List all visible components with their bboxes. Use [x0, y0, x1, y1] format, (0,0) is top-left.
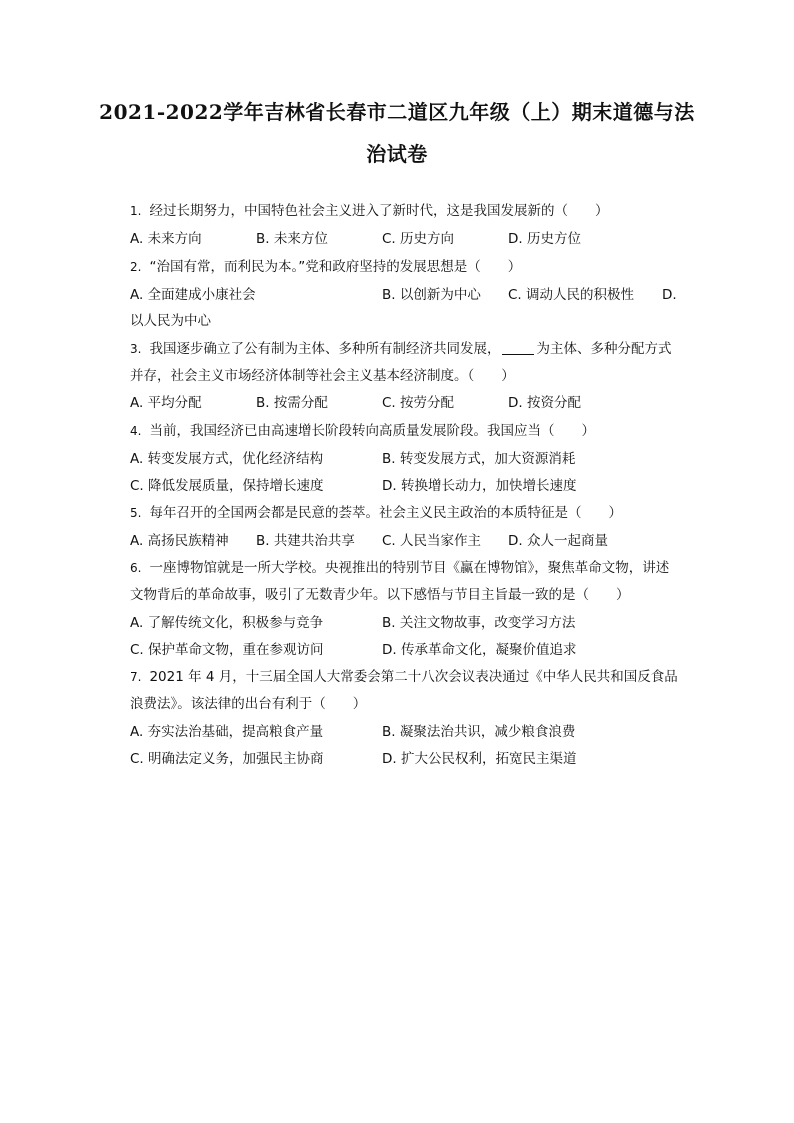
option-c[interactable]: C. 保护革命文物，重在参观访问 [130, 642, 324, 658]
question-6-options-row2 [130, 637, 696, 665]
question-3-options [130, 390, 696, 418]
question-text-continued: 文物背后的革命故事，吸引了无数青少年。以下感悟与节目主旨最一致的是（ ） [130, 587, 630, 603]
option-a[interactable]: A. 未来方向 [130, 231, 202, 247]
option-d[interactable]: D. 众人一起商量 [508, 533, 608, 549]
question-text: 一座博物馆就是一所大学校。央视推出的特别节目《赢在博物馆》，聚焦革命文物，讲述 [149, 560, 670, 576]
option-d[interactable]: D. 扩大公民权利，拓宽民主渠道 [382, 751, 577, 767]
question-number: 7. [130, 670, 142, 684]
question-2-options [130, 282, 696, 310]
option-c[interactable]: C. 人民当家作主 [382, 533, 482, 549]
exam-title-line1: 2021-2022学年吉林省长春市二道区九年级（上）期末道德与法 [99, 100, 695, 124]
option-d[interactable]: D. 传承革命文化，凝聚价值追求 [382, 642, 577, 658]
question-7-options-row2 [130, 746, 696, 774]
question-5-options [130, 528, 696, 556]
question-4-options-row1 [130, 446, 696, 474]
question-number: 2. [130, 260, 142, 274]
option-c[interactable]: C. 降低发展质量，保持增长速度 [130, 478, 324, 494]
option-b[interactable]: B. 凝聚法治共识，减少粮食浪费 [382, 724, 576, 740]
question-4-options-row2 [130, 473, 696, 501]
question-1-options [130, 226, 696, 254]
question-7-line2 [130, 691, 696, 719]
exam-title-line2: 治试卷 [366, 142, 428, 166]
option-d[interactable]: D. 按资分配 [508, 395, 581, 411]
option-b[interactable]: B. 转变发展方式，加大资源消耗 [382, 451, 576, 467]
option-a[interactable]: A. 夯实法治基础，提高粮食产量 [130, 724, 324, 740]
question-1 [130, 198, 696, 226]
option-a[interactable]: A. 平均分配 [130, 395, 202, 411]
option-d[interactable]: D. [662, 287, 677, 303]
option-b[interactable]: B. 共建共治共享 [256, 533, 355, 549]
question-6-options-row1 [130, 610, 696, 638]
question-6-line2 [130, 582, 696, 610]
question-6 [130, 555, 696, 583]
option-a[interactable]: A. 高扬民族精神 [130, 533, 229, 549]
option-a[interactable]: A. 全面建成小康社会 [130, 287, 256, 303]
option-b[interactable]: B. 以创新为中心 [382, 287, 481, 303]
option-c[interactable]: C. 按劳分配 [382, 395, 455, 411]
option-b[interactable]: B. 未来方位 [256, 231, 328, 247]
option-c[interactable]: C. 明确法定义务，加强民主协商 [130, 751, 324, 767]
question-4 [130, 418, 696, 446]
question-number: 1. [130, 204, 142, 218]
option-d[interactable]: D. 转换增长动力，加快增长速度 [382, 478, 577, 494]
option-a[interactable]: A. 了解传统文化，积极参与竞争 [130, 615, 324, 631]
option-b[interactable]: B. 按需分配 [256, 395, 328, 411]
question-text-part-b: 为主体、多种分配方式 [536, 341, 672, 357]
question-text-continued: 并存，社会主义市场经济体制等社会主义基本经济制度。（ ） [130, 368, 515, 384]
question-text: “治国有常，而利民为本。”党和政府坚持的发展思想是（ ） [149, 259, 522, 275]
question-text: 2021 年 4 月，十三届全国人大常委会第二十八次会议表决通过《中华人民共和国反食品 [149, 669, 678, 685]
option-a[interactable]: A. 转变发展方式，优化经济结构 [130, 451, 324, 467]
question-7-options-row1 [130, 719, 696, 747]
question-text: 当前，我国经济已由高速增长阶段转向高质量发展阶段。我国应当（ ） [149, 423, 595, 439]
question-number: 3. [130, 342, 142, 356]
option-d-text[interactable]: 以人民为中心 [130, 313, 211, 329]
question-number: 6. [130, 561, 142, 575]
question-5 [130, 500, 696, 528]
option-c[interactable]: C. 历史方向 [382, 231, 455, 247]
question-2 [130, 254, 696, 282]
option-d[interactable]: D. 历史方位 [508, 231, 581, 247]
option-b[interactable]: B. 关注文物故事，改变学习方法 [382, 615, 576, 631]
question-7 [130, 664, 696, 692]
question-text-part-a: 我国逐步确立了公有制为主体、多种所有制经济共同发展， [149, 341, 501, 357]
question-3 [130, 336, 696, 364]
answer-blank [502, 340, 534, 355]
question-text-continued: 浪费法》。该法律的出台有利于（ ） [130, 696, 367, 712]
question-text: 每年召开的全国两会都是民意的荟萃。社会主义民主政治的本质特征是（ ） [149, 505, 622, 521]
question-2-options-wrap [130, 308, 696, 336]
question-3-line2 [130, 363, 696, 391]
question-text: 经过长期努力，中国特色社会主义进入了新时代，这是我国发展新的（ ） [149, 203, 609, 219]
question-number: 4. [130, 424, 142, 438]
question-number: 5. [130, 506, 142, 520]
option-c[interactable]: C. 调动人民的积极性 [508, 287, 635, 303]
